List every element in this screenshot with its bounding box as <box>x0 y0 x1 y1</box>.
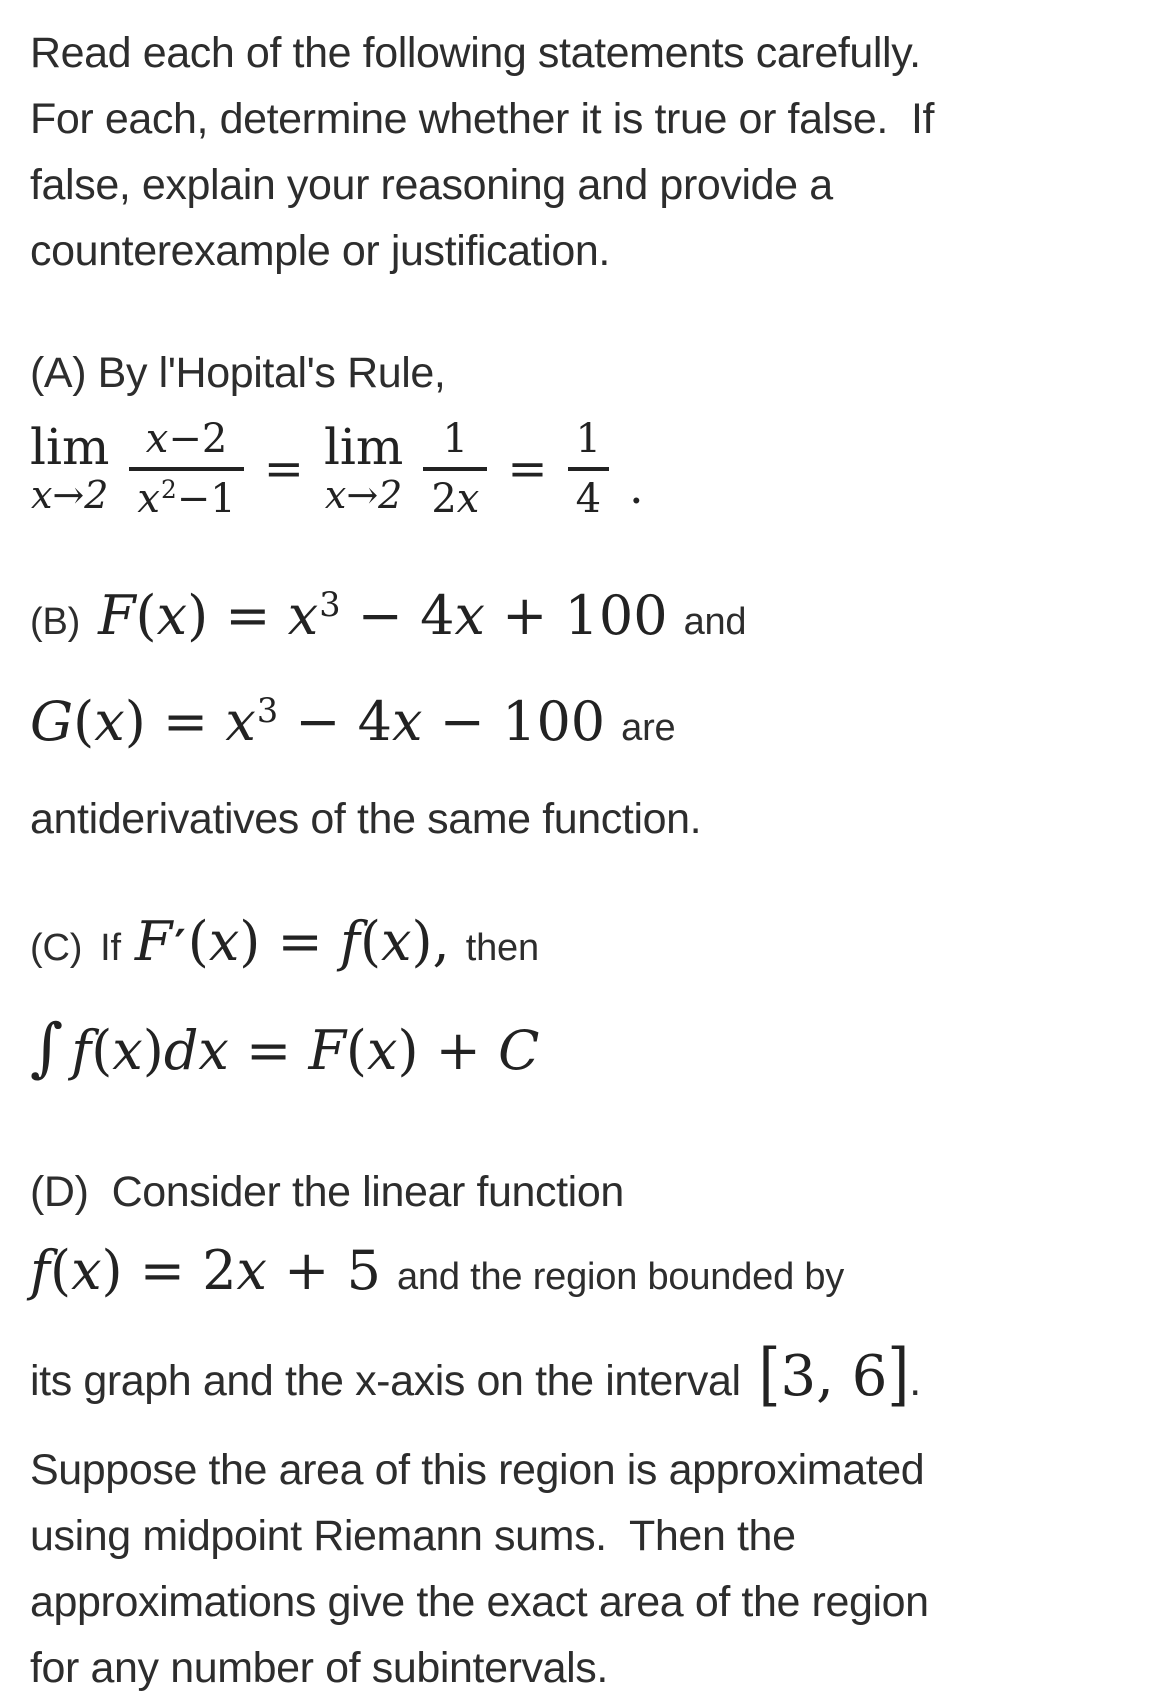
section-c-line-2 <box>30 1002 1135 1111</box>
lim-subscript: x→2 <box>30 473 109 518</box>
intro-paragraph <box>30 20 1135 284</box>
intro-line-3: false, explain your reasoning and provide a <box>30 161 833 209</box>
close-bracket: ] <box>887 1335 910 1415</box>
section-a <box>30 340 1135 522</box>
equation-b2: $G(x) = x^3 - 4x - 100$ <box>30 690 606 753</box>
equation-c2: ∫ f(x)dx = F(x) + C <box>30 1011 540 1085</box>
lim-subscript: x→2 <box>324 473 403 518</box>
section-b-label: (B) <box>30 601 81 643</box>
lim-word: lim <box>323 417 404 476</box>
period: . <box>909 1357 921 1405</box>
period: . <box>629 460 644 514</box>
section-d-interval-text: its graph and the x-axis on the interval <box>30 1357 741 1405</box>
denominator: $x^2-1$ <box>129 467 243 522</box>
section-b-line-2 <box>30 676 1135 782</box>
section-a-label: (A) By l'Hopital's Rule, <box>30 349 446 397</box>
section-d-line-2 <box>30 1225 1135 1331</box>
section-b-closing: antiderivatives of the same function. <box>30 795 702 843</box>
exponent: 3 <box>319 584 341 624</box>
section-d-line-3 <box>30 1331 1135 1437</box>
equation-c1: F′(x) = f(x), <box>134 910 450 973</box>
integral-sign: ∫ <box>30 1011 64 1085</box>
equals-sign-2: = <box>507 441 548 497</box>
denominator: 4 <box>568 467 609 522</box>
if-word: If <box>100 927 121 969</box>
section-b-line-1 <box>30 570 1135 676</box>
fraction-3 <box>568 416 609 522</box>
open-bracket: [ <box>758 1335 781 1415</box>
intro-line-2: For each, determine whether it is true or false. If <box>30 95 935 143</box>
are-word: are <box>621 707 676 749</box>
section-c <box>30 896 1135 1111</box>
intro-line-4: counterexample or justification. <box>30 227 610 275</box>
lim-word: lim <box>30 417 110 476</box>
limit-block-2 <box>323 417 404 518</box>
then-word: then <box>465 927 539 969</box>
section-d-closing-line-4: for any number of subintervals. <box>30 1644 608 1692</box>
intro-line-1: Read each of the following statements carefully. <box>30 29 921 77</box>
section-d-intro: (D) Consider the linear function <box>30 1168 624 1216</box>
equation-d: f(x) = 2x + 5 <box>30 1239 381 1302</box>
fraction-1 <box>129 416 243 522</box>
numerator: 1 <box>442 416 469 462</box>
and-word: and <box>683 601 747 643</box>
fraction-2 <box>423 416 487 522</box>
section-d-text-after-eq: and the region bounded by <box>396 1256 845 1298</box>
equation-b1: $F(x) = x^3 - 4x + 100$ <box>98 584 668 647</box>
equals-sign-1: = <box>263 441 304 497</box>
interval-notation: [3, 6] <box>759 1344 910 1409</box>
section-c-label: (C) <box>30 927 83 969</box>
denominator: 2x <box>423 467 487 522</box>
exponent: 3 <box>256 690 279 730</box>
section-d-closing-line-1: Suppose the area of this region is approximated <box>30 1446 925 1494</box>
exponent: 2 <box>160 475 177 505</box>
section-d-closing-line-2: using midpoint Riemann sums. Then the <box>30 1512 796 1560</box>
equation-a <box>30 416 1135 522</box>
limit-block-1 <box>30 417 110 518</box>
section-d-closing-line-3: approximations give the exact area of the region <box>30 1578 929 1626</box>
numerator: x−2 <box>145 416 228 462</box>
numerator: 1 <box>575 416 602 462</box>
section-c-line-1 <box>30 896 1135 1002</box>
prime-mark: ′ <box>174 920 186 971</box>
section-d <box>30 1159 1135 1701</box>
section-b <box>30 570 1135 852</box>
